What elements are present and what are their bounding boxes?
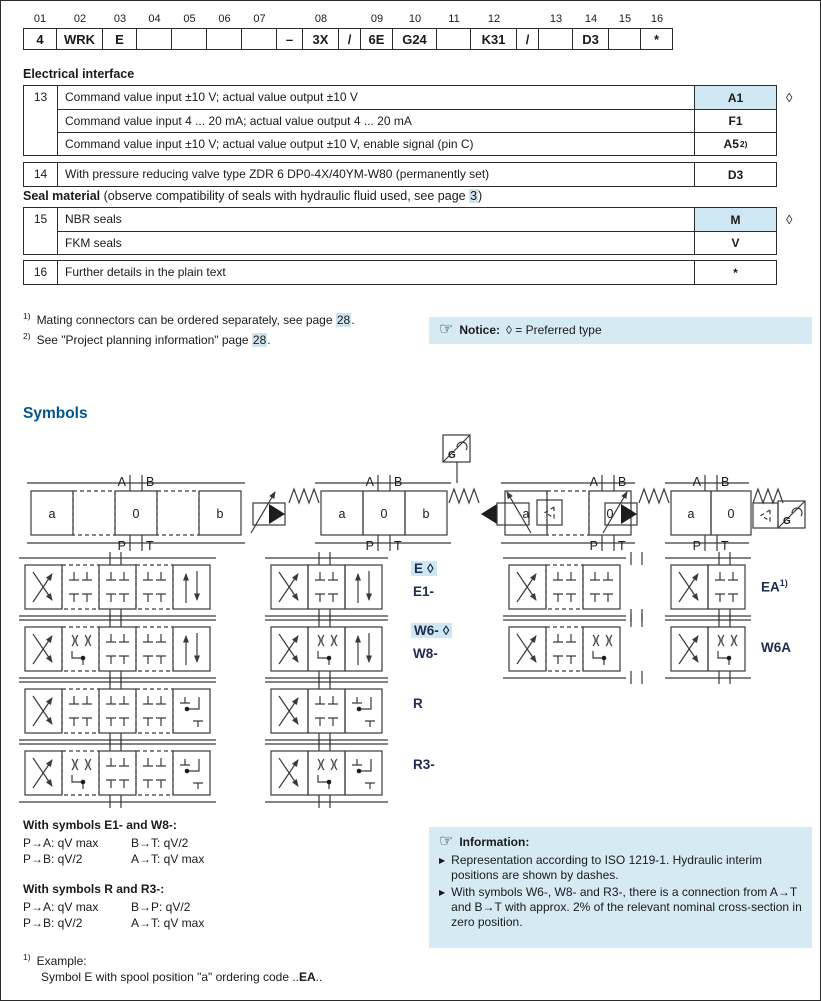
ordering-col-header: 08 (314, 13, 328, 25)
code-text: W8- (413, 646, 438, 661)
spool-symbol-R-narrow (265, 676, 388, 746)
port-label-T: T (721, 539, 729, 553)
ordering-col-value: WRK (56, 28, 103, 50)
port-label-B: B (146, 475, 155, 489)
spool-symbol-W6-wide (19, 614, 216, 684)
option-description: With pressure reducing valve type ZDR 6 DP0-4X/40YM-W80 (permanently set) (65, 167, 490, 181)
spool-position-label: 0 (727, 507, 735, 521)
option-code: * (694, 261, 776, 284)
spool-symbol-EA-narrow (665, 552, 751, 622)
further-details-table (23, 260, 777, 285)
spool-position-label: a (338, 507, 346, 521)
pointing-hand-icon: ☞ (439, 833, 454, 850)
spool-symbol-W6-narrow (265, 614, 388, 684)
table-row (58, 163, 776, 186)
ordering-col-header: 12 (487, 13, 501, 25)
port-label-A: A (365, 475, 374, 489)
option-description: FKM seals (65, 236, 122, 250)
option-description: Command value input ±10 V; actual value output ±10 V, enable signal (pin C) (65, 137, 474, 151)
ordering-col-value (136, 28, 172, 50)
footnote-text: Mating connectors can be ordered separately, see page (36, 313, 336, 327)
footnote-period: . (351, 313, 355, 327)
info-bullet (439, 885, 802, 930)
port-label-P: P (365, 539, 374, 553)
position-transducer-symbol (778, 501, 805, 528)
ordering-col-value: – (276, 28, 303, 50)
table-row (58, 208, 776, 231)
ordering-col-header: 09 (370, 13, 384, 25)
row-number: 13 (24, 86, 58, 155)
option-code: A5 2) (694, 133, 776, 155)
ordering-col-value: E (102, 28, 137, 50)
spool-symbol-grid (17, 549, 807, 811)
bullet-triangle-icon: ▶ (439, 856, 446, 865)
ordering-col (23, 13, 57, 50)
page-link[interactable]: 3 (470, 189, 478, 203)
ordering-col-value (608, 28, 641, 50)
ordering-code-table (23, 13, 673, 50)
symbol-code-W8 (413, 646, 438, 661)
preferred-diamond-icon: ◊ (427, 561, 434, 576)
ordering-col-header (517, 13, 539, 28)
page-link[interactable]: 28 (336, 313, 351, 327)
ordering-col (517, 13, 539, 50)
flow-spec-title: With symbols E1- and W8-: (23, 818, 177, 832)
spool-symbol-R-wide (19, 676, 216, 746)
port-label-T: T (146, 539, 154, 553)
bullet-text: With symbols W6-, W8- and R3-, there is a connection from A→T and B→T with approx. 2% of the relevant nominal cross-section in zero position. (451, 885, 802, 929)
table-row (58, 86, 776, 109)
option-description: Command value input ±10 V; actual value output ±10 V (65, 90, 358, 104)
spool-position-label: a (48, 507, 56, 521)
ordering-col-header: 07 (253, 13, 266, 25)
pointing-hand-icon: ☞ (439, 321, 454, 338)
flow-spec-group-1 (23, 817, 204, 867)
ordering-col (393, 13, 437, 50)
example-code: EA (299, 970, 316, 984)
valve-symbol-overview-a0b (27, 475, 245, 553)
spool-symbol-E-narrow (265, 552, 388, 622)
row-number: 14 (24, 163, 58, 186)
preferred-diamond-icon: ◊ (786, 90, 793, 105)
ordering-col (242, 13, 277, 50)
code-text: R (413, 696, 423, 711)
spool-symbol-E-wide (19, 552, 216, 622)
flow-value: P→B: qV/2 (23, 916, 83, 930)
spool-position-label: 0 (606, 507, 614, 521)
table-row (58, 231, 776, 254)
option-code: F1 (694, 110, 776, 132)
ordering-col-header: 10 (408, 13, 422, 25)
spool-position-label: 0 (380, 507, 388, 521)
port-label-T: T (394, 539, 402, 553)
ordering-col-header: 11 (448, 13, 460, 25)
table-row (58, 132, 776, 155)
spool-position-label: 0 (132, 507, 140, 521)
ordering-col (539, 13, 573, 50)
ordering-col (137, 13, 172, 50)
row-number: 16 (24, 261, 58, 284)
flow-value: P→B: qV/2 (23, 852, 83, 866)
ordering-col (57, 13, 103, 50)
flow-value: A→T: qV max (131, 916, 205, 930)
ordering-col-value: G24 (392, 28, 437, 50)
footnote-ref: 1) (779, 578, 788, 588)
seal-material-heading (23, 189, 482, 203)
notice-panel (429, 317, 812, 344)
ordering-col-value: 3X (302, 28, 339, 50)
row-number: 15 (24, 208, 58, 254)
spool-symbol-W6A-wide (503, 614, 642, 684)
ordering-col-value (241, 28, 277, 50)
ordering-col-value: 6E (360, 28, 393, 50)
ordering-col-header: 02 (73, 13, 87, 25)
spool-position-label: b (216, 507, 224, 521)
position-transducer-symbol (443, 435, 470, 462)
spool-symbol-R3-wide (19, 738, 216, 808)
electrical-interface-heading: Electrical interface (23, 67, 135, 81)
symbol-code-R (413, 696, 423, 711)
ordering-col-value: K31 (470, 28, 517, 50)
bullet-text: Representation according to ISO 1219-1. Hydraulic interim positions are shown by dashes. (451, 853, 762, 882)
ordering-col (172, 13, 207, 50)
ordering-col-value (206, 28, 242, 50)
ordering-col-header: 14 (584, 13, 598, 25)
port-label-P: P (589, 539, 598, 553)
electrical-interface-table (23, 85, 793, 156)
option-code: V (694, 232, 776, 254)
footnote-marker: 1) (23, 311, 31, 321)
option-code: A1 (694, 86, 776, 109)
option-description: NBR seals (65, 212, 122, 226)
ordering-col (277, 13, 303, 50)
code-text: W6- (414, 623, 439, 638)
option-description: Further details in the plain text (65, 265, 226, 279)
flow-value: B→T: qV/2 (131, 836, 189, 850)
port-label-A: A (692, 475, 701, 489)
example-footnote (23, 949, 322, 985)
valve-symbol-overview-a0 (501, 475, 635, 553)
ordering-col (609, 13, 641, 50)
ordering-col-header (277, 13, 303, 28)
footnote-1 (23, 311, 355, 327)
port-label-P: P (692, 539, 701, 553)
symbol-code-W6A (761, 640, 791, 655)
ordering-col (103, 13, 137, 50)
pressure-valve-table (23, 162, 777, 187)
code-text: R3- (413, 757, 435, 772)
gauge-label: G (448, 450, 456, 461)
preferred-diamond-icon: ◊ (786, 212, 793, 227)
info-bullet (439, 853, 802, 883)
spool-symbol-EA-wide (503, 552, 642, 622)
footnote-2 (23, 331, 271, 347)
ordering-col (573, 13, 609, 50)
ordering-col-value: D3 (572, 28, 609, 50)
ordering-col-header: 13 (549, 13, 563, 25)
ordering-col (339, 13, 361, 50)
flow-value: P→A: qV max (23, 900, 99, 914)
port-label-A: A (117, 475, 126, 489)
table-row (58, 109, 776, 132)
footnote-marker: 2) (23, 331, 31, 341)
code-text: EA (761, 579, 780, 595)
example-label: Example: (36, 954, 87, 968)
port-label-P: P (117, 539, 126, 553)
notice-label: Notice: (459, 323, 501, 337)
example-text: Symbol E with spool position "a" ordering code .. (41, 970, 299, 984)
ordering-col-header: 04 (148, 13, 161, 25)
symbol-code-R3 (413, 757, 435, 772)
flow-value: B→P: qV/2 (131, 900, 191, 914)
port-label-T: T (618, 539, 626, 553)
ordering-col-header: 16 (650, 13, 664, 25)
footnote-period: . (267, 333, 271, 347)
valve-symbol-solenoid-transducer (603, 475, 805, 553)
footnote-text: See "Project planning information" page (36, 333, 252, 347)
option-code: D3 (694, 163, 776, 186)
port-label-A: A (589, 475, 598, 489)
port-label-B: B (394, 475, 403, 489)
bullet-triangle-icon: ▶ (439, 888, 446, 897)
footnote-marker: 1) (23, 952, 31, 962)
symbol-code-E1 (413, 584, 434, 599)
spool-position-label: a (687, 507, 695, 521)
code-text: E1- (413, 584, 435, 599)
seal-material-table (23, 207, 793, 255)
valve-overview-schematics (17, 433, 821, 555)
flow-spec-title: With symbols R and R3-: (23, 882, 165, 896)
information-label: Information: (459, 835, 530, 849)
option-description: Command value input 4 ... 20 mA; actual value output 4 ... 20 mA (65, 114, 412, 128)
spool-position-label: b (422, 507, 430, 521)
symbol-code-EA (761, 578, 788, 595)
code-text: A5 (723, 137, 739, 151)
symbols-heading: Symbols (23, 405, 88, 422)
preferred-diamond-icon: ◊ (442, 623, 450, 638)
symbol-code-W6 (411, 623, 452, 638)
spool-symbol-R3-narrow (265, 738, 388, 808)
flow-value: P→A: qV max (23, 836, 99, 850)
ordering-col-header: 15 (618, 13, 632, 25)
ordering-col-value: / (516, 28, 539, 50)
information-panel (429, 827, 812, 948)
port-label-B: B (618, 475, 627, 489)
ordering-col (641, 13, 673, 50)
spool-symbol-W6A-narrow (665, 614, 751, 684)
ordering-col-value: / (338, 28, 361, 50)
ordering-col-value (171, 28, 207, 50)
code-text: W6A (761, 640, 791, 655)
ordering-col-value: * (640, 28, 673, 50)
example-text-end: .. (315, 970, 323, 984)
page-link[interactable]: 28 (252, 333, 267, 347)
symbol-code-E (411, 561, 437, 576)
ordering-col-header (339, 13, 361, 28)
ordering-col (303, 13, 339, 50)
seal-note-text: (observe compatibility of seals with hydraulic fluid used, see page (103, 189, 470, 203)
seal-title-text: Seal material (23, 189, 101, 203)
ordering-col-value (538, 28, 573, 50)
seal-note-close: ) (478, 189, 483, 203)
ordering-col-header: 05 (183, 13, 196, 25)
table-row (58, 261, 776, 284)
port-label-B: B (721, 475, 730, 489)
ordering-col (361, 13, 393, 50)
flow-spec-group-2 (23, 881, 204, 931)
ordering-col-header: 03 (113, 13, 127, 25)
gauge-label: G (783, 516, 791, 527)
code-text: E (414, 561, 424, 576)
ordering-col (207, 13, 242, 50)
flow-value: A→T: qV max (131, 852, 205, 866)
option-code: M (694, 208, 776, 231)
ordering-col-value (436, 28, 471, 50)
notice-text: ◊ = Preferred type (506, 323, 602, 337)
ordering-col (437, 13, 471, 50)
ordering-col (471, 13, 517, 50)
spool-position-label: a (522, 507, 530, 521)
ordering-col-value: 4 (23, 28, 57, 50)
ordering-col-header: 01 (33, 13, 47, 25)
ordering-col-header: 06 (218, 13, 231, 25)
